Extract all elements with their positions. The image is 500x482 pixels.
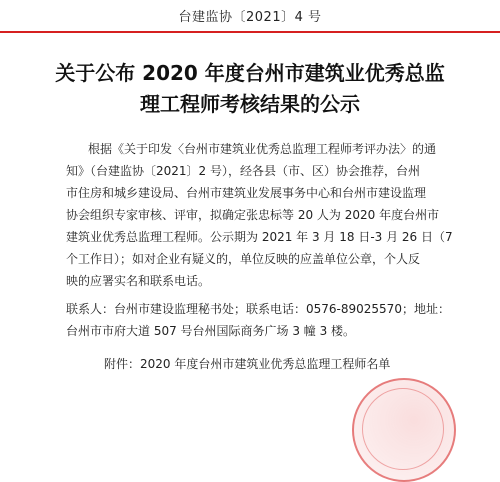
notice-title xyxy=(0,58,500,120)
notice-title-line-2: 理工程师考核结果的公示 xyxy=(140,92,360,116)
contact-line-2: 台州市市府大道 507 号台州国际商务广场 3 幢 3 楼。 xyxy=(66,324,356,338)
red-header-rule xyxy=(0,31,500,33)
body-line-1: 根据《关于印发〈台州市建筑业优秀总监理工程师考评办法〉的通 xyxy=(88,142,437,156)
official-seal-stamp xyxy=(352,378,456,482)
contact-line-1: 联系人：台州市建设监理秘书处；联系电话：0576-89025570；地址： xyxy=(66,302,450,316)
body-line-4: 协会组织专家审核、评审，拟确定张忠标等 20 人为 2020 年度台州市 xyxy=(66,208,440,222)
document-number: 台建监协〔2021〕4 号 xyxy=(178,10,322,25)
body-line-6: 个工作日）；如对企业有疑义的，单位反映的应盖单位公章，个人反 xyxy=(66,252,421,266)
body-line-5: 建筑业优秀总监理工程师。公示期为 2021 年 3 月 18 日-3 月 26 日（7 xyxy=(66,230,453,244)
body-line-7: 映的应署实名和联系电话。 xyxy=(66,274,211,288)
notice-title-line-1: 关于公布 2020 年度台州市建筑业优秀总监 xyxy=(55,61,445,85)
attachment-line: 附件：2020 年度台州市建筑业优秀总监理工程师名单 xyxy=(104,357,391,371)
body-line-2: 知》（台建监协〔2021〕2 号），经各县（市、区）协会推荐，台州 xyxy=(66,164,420,178)
body-line-3: 市住房和城乡建设局、台州市建筑业发展事务中心和台州市建设监理 xyxy=(66,186,427,200)
official-seal-inner-ring xyxy=(362,388,444,470)
